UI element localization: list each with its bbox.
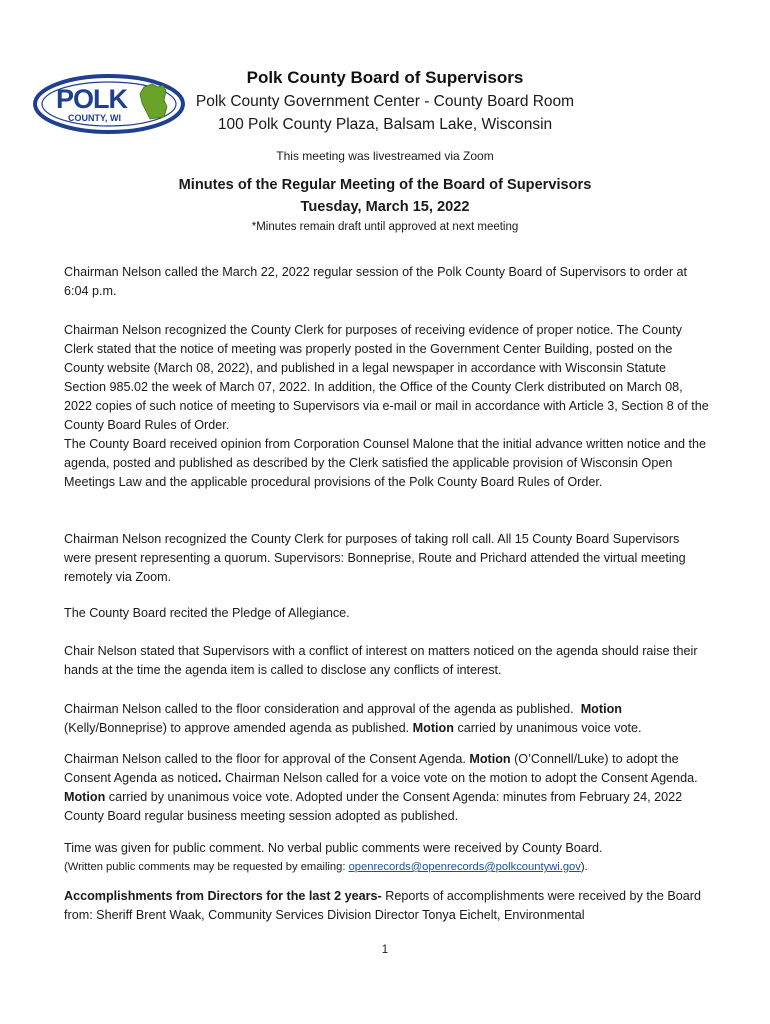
pledge-text: The County Board recited the Pledge of Allegiance. xyxy=(64,606,350,620)
written-text-2: ). xyxy=(580,861,588,873)
roll-call-paragraph xyxy=(64,530,710,587)
agenda-text-3: carried by unanimous voice vote. xyxy=(457,721,642,735)
minutes-date: Tuesday, March 15, 2022 xyxy=(300,199,470,215)
accomplishments-heading: Accomplishments from Directors for the last 2 years- xyxy=(64,889,382,903)
board-title: Polk County Board of Supervisors xyxy=(246,68,524,87)
accomplishments-body: Reports of accomplishments were received by the Board from: Sheriff Brent Waak, Community Services Division Director Tonya Eichelt, Environmental xyxy=(64,889,701,922)
call-to-order-text: Chairman Nelson called the March 22, 2022 regular session of the Polk County Board of Supervisors to order at 6:04 p.m. xyxy=(64,265,688,298)
accomplishments-text xyxy=(64,887,710,925)
motion-label: Motion xyxy=(469,752,511,766)
consent-text-1: Chairman Nelson called to the floor for approval of the Consent Agenda. xyxy=(64,752,466,766)
agenda-approval-paragraph xyxy=(64,700,710,738)
conflict-paragraph xyxy=(64,642,710,680)
email-link[interactable]: openrecords@openrecords@polkcountywi.gov xyxy=(348,861,581,873)
agenda-text-2: (Kelly/Bonneprise) to approve amended agenda as published. xyxy=(64,721,410,735)
motion-label: Motion xyxy=(580,702,622,716)
written-text-1: (Written public comments may be requested by emailing: xyxy=(64,861,346,873)
address-line: 100 Polk County Plaza, Balsam Lake, Wisconsin xyxy=(217,116,553,133)
public-comment-text: Time was given for public comment. No verbal public comments were received by County Board. xyxy=(64,841,603,855)
consent-agenda-text xyxy=(64,750,710,826)
consent-text-3: Chairman Nelson called for a voice vote on the motion to adopt the Consent Agenda. xyxy=(225,771,698,785)
notice-section xyxy=(64,321,710,492)
opinion-paragraph: The County Board received opinion from Corporation Counsel Malone that the initial advance written notice and the agenda, posted and published as described by the Clerk satisfied the applicable provision of Wisconsin Open Meetings Law and the applicable procedural provisions of the Polk County Board Rules of Order. xyxy=(64,437,706,489)
consent-text-4: carried by unanimous voice vote. Adopted under the Consent Agenda: minutes from February 24, 2022 County Board regular business meeting session adopted as published. xyxy=(64,790,683,823)
written-comment-note xyxy=(64,858,710,877)
motion-label: Motion xyxy=(64,790,106,804)
agenda-text-1: Chairman Nelson called to the floor consideration and approval of the agenda as published. xyxy=(64,702,574,716)
notice-paragraph: Chairman Nelson recognized the County Clerk for purposes of receiving evidence of proper notice. The County Clerk stated that the notice of meeting was properly posted in the Government Center Building, posted on the County website (March 08, 2022), and published in a legal newspaper in accordance with Wisconsin Statute Section 985.02 the week of March 07, 2022. In addition, the Office of the County Clerk distributed on March 08, 2022 copies of such notice of meeting to Supervisors via e-mail or mail in accordance with Article 3, Section 8 of the County Board Rules of Order. xyxy=(64,323,709,432)
livestream-note: This meeting was livestreamed via Zoom xyxy=(276,149,494,163)
pledge-paragraph xyxy=(64,604,710,623)
consent-agenda-paragraph xyxy=(64,750,710,826)
minutes-title: Minutes of the Regular Meeting of the Board of Supervisors xyxy=(178,177,592,193)
conflict-text: Chair Nelson stated that Supervisors with a conflict of interest on matters noticed on the agenda should raise their hands at the time the agenda item is called to disclose any conflicts of interest. xyxy=(64,644,698,677)
logo-subtitle: COUNTY, WI xyxy=(68,113,121,123)
consent-text-2: (O’Connell/Luke) to adopt the Consent Agenda as noticed xyxy=(64,752,679,785)
consent-period: . xyxy=(218,771,222,785)
logo-word: POLK xyxy=(56,84,128,114)
accomplishments-paragraph xyxy=(64,887,710,925)
agenda-approval-text xyxy=(64,700,710,738)
location-line: Polk County Government Center - County Board Room xyxy=(195,93,575,110)
motion-label: Motion xyxy=(412,721,454,735)
public-comment-paragraph xyxy=(64,839,710,877)
page-number: 1 xyxy=(381,944,389,956)
call-to-order-paragraph xyxy=(64,263,710,301)
draft-note: *Minutes remain draft until approved at next meeting xyxy=(251,221,519,233)
roll-call-text: Chairman Nelson recognized the County Clerk for purposes of taking roll call. All 15 County Board Supervisors were present representing a quorum. Supervisors: Bonneprise, Route and Prichard attended the virtual meeting remotely via Zoom. xyxy=(64,532,686,584)
